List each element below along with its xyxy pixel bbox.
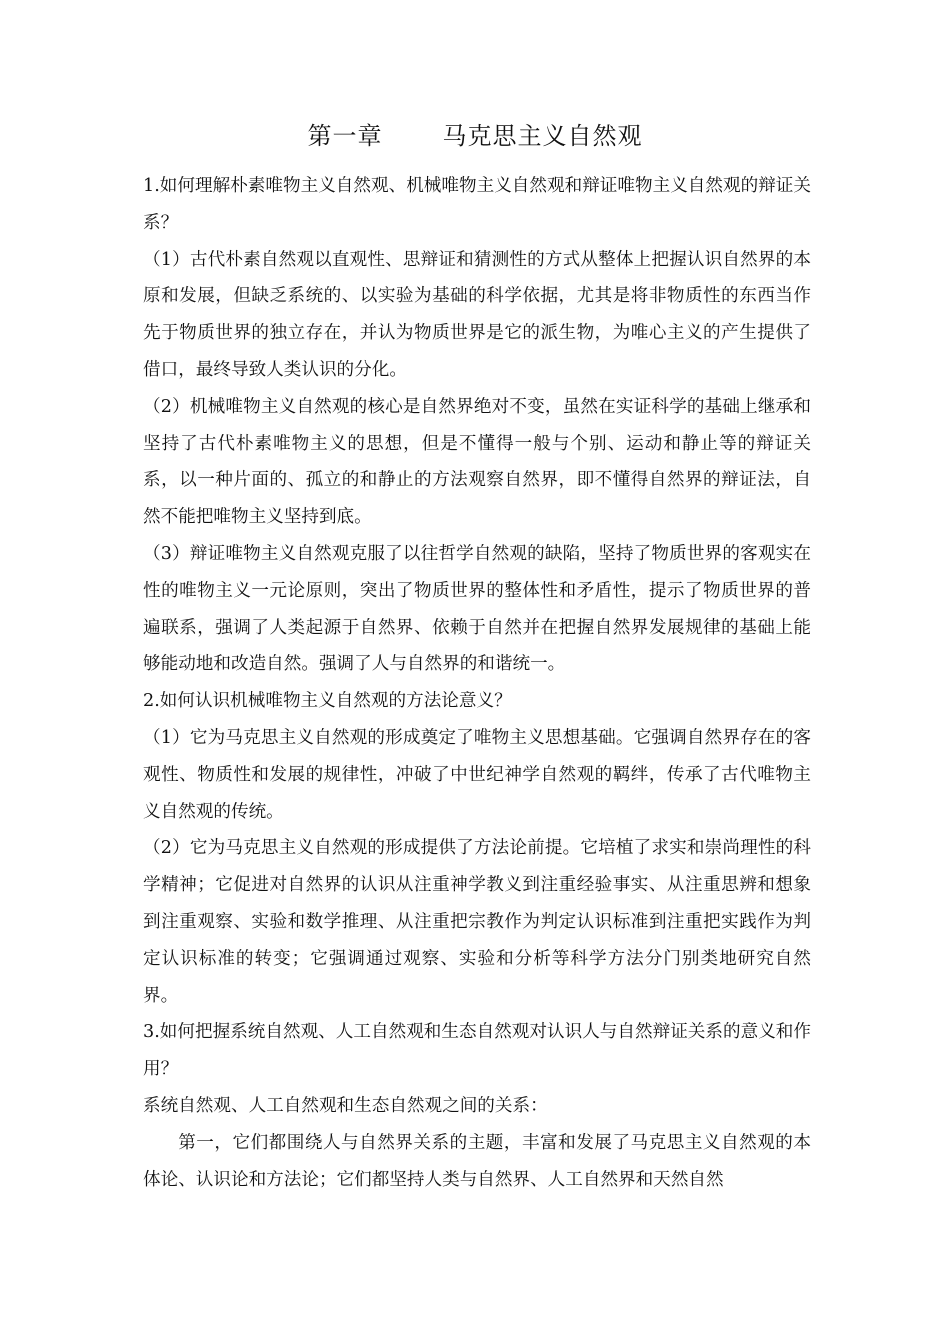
question-3: 3.如何把握系统自然观、人工自然观和生态自然观对认识人与自然辩证关系的意义和作用？	[143, 1022, 811, 1080]
chapter-title	[0, 116, 950, 156]
answer-3-point-1: 第一，它们都围绕人与自然界关系的主题，丰富和发展了马克思主义自然观的本体论、认识论和方法论；它们都坚持人类与自然界、人工自然界和天然自然	[143, 1132, 811, 1190]
chapter-number: 第一章	[307, 122, 383, 150]
answer-2-point-1: （1）它为马克思主义自然观的形成奠定了唯物主义思想基础。它强调自然界存在的客观性、物质性和发展的规律性，冲破了中世纪神学自然观的羁绊，传承了古代唯物主义自然观的传统。	[143, 727, 811, 822]
answer-1-point-2: （2）机械唯物主义自然观的核心是自然界绝对不变，虽然在实证科学的基础上继承和坚持了古代朴素唯物主义的思想，但是不懂得一般与个别、运动和静止等的辩证关系，以一种片面的、孤立的和静止的方法观察自然界，即不懂得自然界的辩证法，自然不能把唯物主义坚持到底。	[143, 396, 811, 528]
document-body	[143, 168, 811, 1198]
answer-2-point-2: （2）它为马克思主义自然观的形成提供了方法论前提。它培植了求实和崇尚理性的科学精神；它促进对自然界的认识从注重神学教义到注重经验事实、从注重思辨和想象到注重观察、实验和数学推理、从注重把宗教作为判定认识标准到注重把实践作为判定认识标准的转变；它强调通过观察、实验和分析等科学方法分门别类地研究自然界。	[143, 838, 811, 1006]
answer-1-point-3: （3）辩证唯物主义自然观克服了以往哲学自然观的缺陷，坚持了物质世界的客观实在性的唯物主义一元论原则，突出了物质世界的整体性和矛盾性，提示了物质世界的普遍联系，强调了人类起源于自然界、依赖于自然并在把握自然界发展规律的基础上能够能动地和改造自然。强调了人与自然界的和谐统一。	[143, 543, 811, 675]
question-2: 2.如何认识机械唯物主义自然观的方法论意义？	[143, 691, 512, 712]
question-1: 1.如何理解朴素唯物主义自然观、机械唯物主义自然观和辩证唯物主义自然观的辩证关系？	[143, 176, 811, 233]
answer-3-intro: 系统自然观、人工自然观和生态自然观之间的关系：	[143, 1095, 548, 1116]
chapter-name: 马克思主义自然观	[442, 122, 643, 150]
answer-1-point-1: （1）古代朴素自然观以直观性、思辩证和猜测性的方式从整体上把握认识自然界的本原和发展，但缺乏系统的、以实验为基础的科学依据，尤其是将非物质性的东西当作先于物质世界的独立存在，并认为物质世界是它的派生物，为唯心主义的产生提供了借口，最终导致人类认识的分化。	[143, 249, 811, 380]
